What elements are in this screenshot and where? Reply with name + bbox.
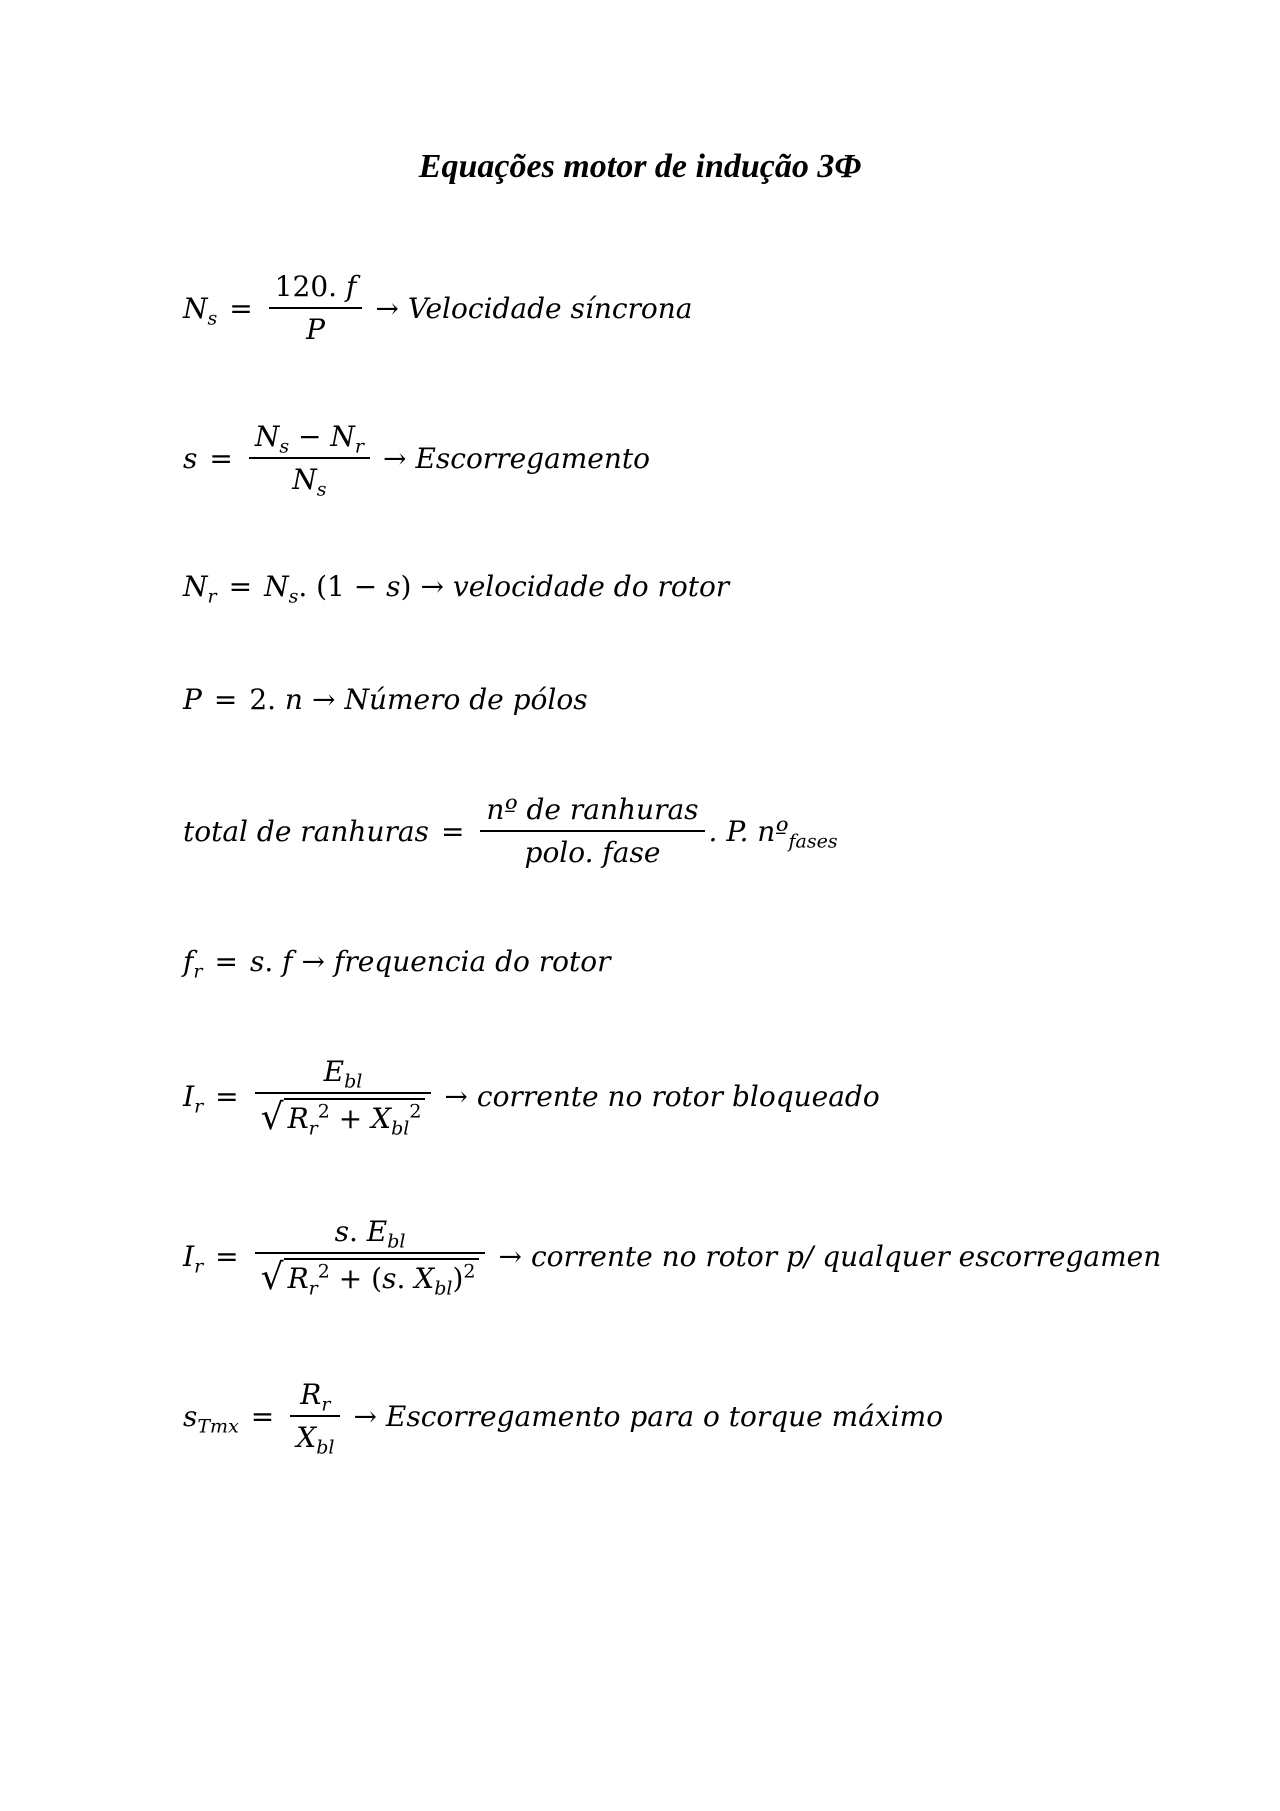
fraction — [255, 1215, 486, 1298]
equation-description: Número de pólos — [344, 683, 588, 716]
square-root — [261, 1258, 480, 1298]
denominator — [255, 1094, 432, 1138]
equation-poles — [183, 683, 588, 716]
equation-max-torque-slip — [183, 1378, 944, 1459]
tail-factor — [708, 814, 838, 853]
fraction — [249, 420, 370, 501]
equals-sign: = — [215, 1080, 239, 1113]
numerator: nº de ranhuras — [486, 793, 699, 826]
numerator: s. $E_{bl}$ — [334, 1215, 406, 1253]
lhs: $I_r$ — [183, 1080, 204, 1118]
radical-sign: √ — [260, 1097, 284, 1138]
equation-synchronous-speed — [183, 270, 693, 346]
arrow-icon: → — [498, 1240, 522, 1273]
equation-description: frequencia do rotor — [333, 945, 611, 978]
lhs: s — [183, 441, 198, 475]
radicand: $R_r^2 + (s$. $X_{bl})^2$ — [284, 1258, 480, 1298]
rhs: s. f — [249, 945, 293, 978]
numerator: $N_s - N_r$ — [254, 420, 364, 458]
equation-slip — [183, 420, 651, 501]
lhs: total de ranhuras — [183, 814, 429, 848]
equals-sign: = — [440, 814, 465, 848]
equals-sign: = — [228, 570, 253, 603]
numerator: 120. f — [274, 270, 357, 303]
equation-description: Escorregamento — [415, 441, 651, 475]
rhs: $N_s$. (1 − s) — [264, 570, 412, 608]
arrow-icon: → — [382, 441, 407, 475]
denominator: P — [306, 313, 325, 346]
arrow-icon: → — [420, 570, 444, 603]
equals-sign: = — [215, 1240, 239, 1273]
lhs: P — [183, 683, 202, 716]
equation-description: corrente no rotor p/ qualquer escorregamen — [530, 1240, 1162, 1273]
fraction — [480, 793, 704, 869]
denominator: $N_s$ — [292, 463, 327, 501]
equation-rotor-frequency — [183, 945, 611, 983]
equation-rotor-current-any-slip — [183, 1215, 1161, 1298]
equation-description: Escorregamento para o torque máximo — [385, 1399, 944, 1433]
equals-sign: = — [214, 945, 238, 978]
document-title: Equações motor de indução 3Φ — [418, 148, 862, 185]
equation-description: corrente no rotor bloqueado — [476, 1080, 880, 1113]
lhs: $N_r$ — [183, 570, 217, 608]
denominator — [255, 1254, 486, 1298]
tail-text: . P. nº — [708, 814, 789, 848]
tail-subscript: fases — [788, 830, 838, 853]
lhs: $s_{Tmx}$ — [183, 1399, 239, 1438]
equals-sign: = — [209, 441, 233, 475]
denominator: $X_{bl}$ — [296, 1421, 335, 1459]
arrow-icon: → — [311, 683, 336, 716]
fraction — [269, 270, 363, 346]
arrow-icon: → — [444, 1080, 468, 1113]
numerator: $R_r$ — [300, 1378, 331, 1416]
equation-total-slots — [183, 793, 838, 869]
arrow-icon: → — [301, 945, 325, 978]
arrow-icon: → — [375, 291, 399, 325]
equals-sign: = — [250, 1399, 275, 1433]
equation-blocked-rotor-current — [183, 1055, 880, 1138]
equation-rotor-speed — [183, 570, 730, 608]
equals-sign: = — [213, 683, 238, 716]
equals-sign: = — [229, 291, 253, 325]
equation-description: Velocidade síncrona — [407, 291, 693, 325]
lhs: $f_r$ — [183, 945, 203, 983]
square-root — [261, 1098, 426, 1138]
lhs: $I_r$ — [183, 1240, 204, 1278]
radicand: $R_r^2 + X_{bl}^2$ — [284, 1098, 426, 1138]
arrow-icon: → — [353, 1399, 377, 1433]
fraction — [255, 1055, 432, 1138]
radical-sign: √ — [260, 1257, 284, 1298]
denominator: polo. fase — [524, 836, 661, 869]
fraction — [290, 1378, 340, 1459]
lhs: $N_s$ — [183, 291, 218, 330]
rhs: 2. n — [249, 683, 303, 716]
equation-description: velocidade do rotor — [452, 570, 730, 603]
numerator: $E_{bl}$ — [323, 1055, 363, 1093]
